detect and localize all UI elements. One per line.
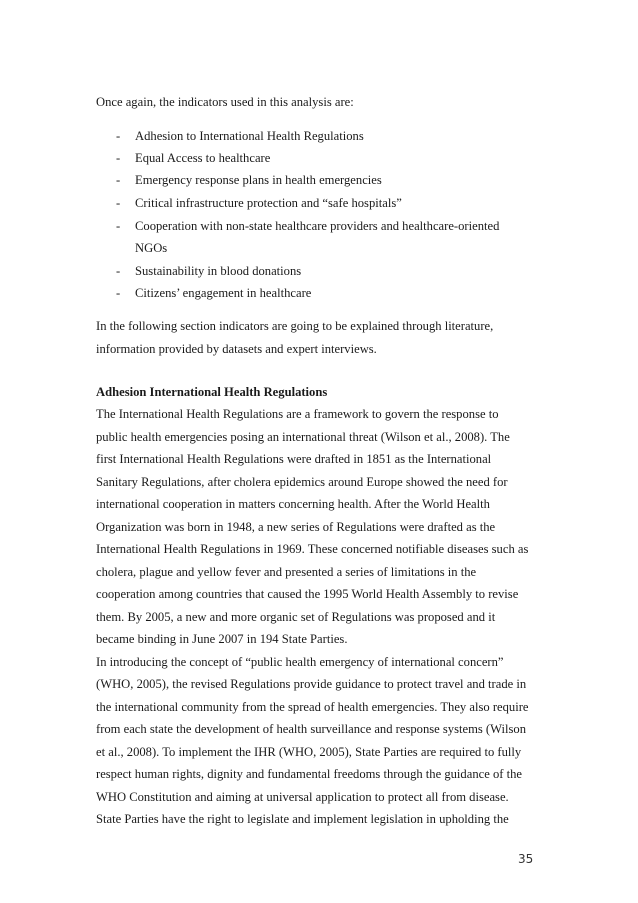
bullet-item: Sustainability in blood donations [135, 264, 302, 278]
bullet-dash: - [116, 219, 121, 233]
section-intro-line: In the following section indicators are going to be explained through literature, [96, 319, 494, 333]
paragraph-line: international cooperation in matters concerning health. After the World Health [96, 497, 490, 511]
paragraph-line: cooperation among countries that caused the 1995 World Health Assembly to revise [96, 587, 519, 601]
paragraph-line: WHO Constitution and aiming at universal application to protect all from disease. [96, 790, 509, 804]
bullet-item: Emergency response plans in health emergencies [135, 173, 382, 187]
bullet-item: Critical infrastructure protection and “safe hospitals” [135, 196, 402, 210]
bullet-dash: - [116, 173, 121, 187]
paragraph-line: cholera, plague and yellow fever and presented a series of limitations in the [96, 565, 477, 579]
paragraph-line: State Parties have the right to legislate and implement legislation in upholding the [96, 812, 509, 826]
bullet-item: Citizens’ engagement in healthcare [135, 286, 312, 300]
paragraph-line: became binding in June 2007 in 194 State Parties. [96, 632, 348, 646]
paragraph-line: In introducing the concept of “public health emergency of international concern” [96, 655, 504, 669]
bullet-dash: - [116, 151, 121, 165]
intro-text: Once again, the indicators used in this analysis are: [96, 95, 354, 109]
page-number: 35 [518, 852, 534, 866]
paragraph-line: Sanitary Regulations, after cholera epidemics around Europe showed the need for [96, 475, 508, 489]
bullet-item: Equal Access to healthcare [135, 151, 271, 165]
paragraph-line: International Health Regulations in 1969. These concerned notifiable diseases such as [96, 542, 529, 556]
paragraph-line: Organization was born in 1948, a new series of Regulations were drafted as the [96, 520, 496, 534]
paragraph-line: respect human rights, dignity and fundamental freedoms through the guidance of the [96, 767, 522, 781]
section-heading: Adhesion International Health Regulations [96, 385, 328, 399]
paragraph-line: them. By 2005, a new and more organic set of Regulations was proposed and it [96, 610, 496, 624]
bullet-dash: - [116, 286, 121, 300]
bullet-item-continuation: NGOs [135, 241, 168, 255]
paragraph-line: et al., 2008). To implement the IHR (WHO, 2005), State Parties are required to fully [96, 745, 522, 759]
paragraph-line: (WHO, 2005), the revised Regulations provide guidance to protect travel and trade in [96, 677, 527, 691]
paragraph-line: the international community from the spread of health emergencies. They also require [96, 700, 529, 714]
bullet-dash: - [116, 196, 121, 210]
section-intro-line: information provided by datasets and expert interviews. [96, 342, 377, 356]
bullet-item: Cooperation with non-state healthcare providers and healthcare-oriented [135, 219, 500, 233]
bullet-dash: - [116, 129, 121, 143]
bullet-item: Adhesion to International Health Regulations [135, 129, 364, 143]
paragraph-line: The International Health Regulations are a framework to govern the response to [96, 407, 499, 421]
paragraph-line: first International Health Regulations were drafted in 1851 as the International [96, 452, 492, 466]
paragraph-line: public health emergencies posing an international threat (Wilson et al., 2008). The [96, 430, 510, 444]
paragraph-line: from each state the development of health surveillance and response systems (Wilson [96, 722, 526, 736]
bullet-dash: - [116, 264, 121, 278]
